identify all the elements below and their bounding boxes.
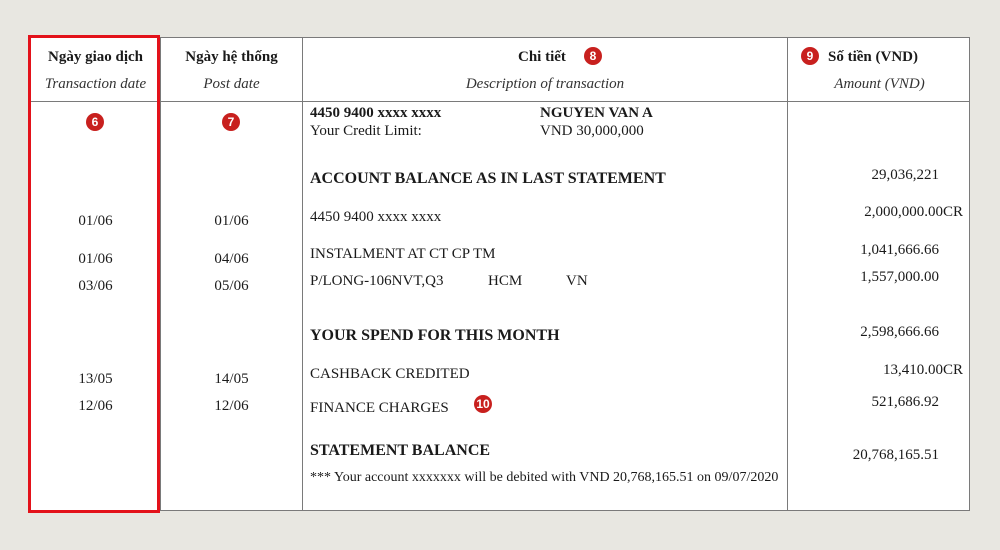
payment-desc: 4450 9400 xxxx xxxx (310, 209, 442, 225)
finance-charges-amount: 521,686.92 (871, 394, 939, 410)
header-post-date-en: Post date (203, 76, 260, 92)
header-description-en: Description of transaction (465, 76, 625, 92)
cashback-amount: 13,410.00CR (882, 362, 963, 378)
statement-balance-amount: 20,768,165.51 (852, 447, 939, 463)
card-number: 4450 9400 xxxx xxxx (310, 105, 442, 121)
credit-limit-value: VND 30,000,000 (540, 123, 644, 139)
header-amount-en: Amount (VND) (834, 76, 925, 92)
header-post-date-vi: Ngày hệ thống (185, 49, 278, 65)
header-description-vi: Chi tiết (518, 49, 566, 65)
statement-table (30, 37, 970, 511)
cashback-transaction-date: 13/05 (78, 371, 113, 387)
last-balance-amount: 29,036,221 (871, 167, 939, 183)
finance-post-date: 12/06 (214, 398, 249, 414)
purchase-city: HCM (488, 273, 523, 289)
column-divider (302, 38, 303, 510)
monthly-spend-desc: YOUR SPEND FOR THIS MONTH (310, 327, 560, 344)
header-transaction-date-vi: Ngày giao dịch (47, 49, 143, 65)
badge-7: 7 (222, 113, 240, 131)
cashback-desc: CASHBACK CREDITED (310, 366, 470, 382)
credit-limit-label: Your Credit Limit: (310, 123, 422, 139)
finance-transaction-date: 12/06 (78, 398, 113, 414)
statement-balance-desc: STATEMENT BALANCE (310, 442, 491, 459)
last-balance-desc: ACCOUNT BALANCE AS IN LAST STATEMENT (310, 170, 666, 187)
purchase-amount: 1,557,000.00 (860, 269, 939, 285)
cashback-post-date: 14/05 (214, 371, 249, 387)
instalment-post-date: 04/06 (214, 251, 249, 267)
card-holder-name: NGUYEN VAN A (540, 105, 653, 121)
payment-transaction-date: 01/06 (78, 213, 113, 229)
instalment-desc: INSTALMENT AT CT CP TM (310, 246, 496, 262)
debit-note: *** Your account xxxxxxx will be debited with VND 20,768,165.51 on 09/07/2020 (310, 470, 779, 485)
header-amount-vi: Số tiền (VND) (828, 49, 918, 65)
purchase-country: VN (566, 273, 588, 289)
finance-charges-desc: FINANCE CHARGES (310, 400, 449, 416)
header-divider (31, 101, 969, 102)
payment-post-date: 01/06 (214, 213, 249, 229)
header-transaction-date-en: Transaction date (44, 76, 147, 92)
purchase-post-date: 05/06 (214, 278, 249, 294)
purchase-transaction-date: 03/06 (78, 278, 113, 294)
monthly-spend-amount: 2,598,666.66 (860, 324, 939, 340)
payment-amount: 2,000,000.00CR (864, 204, 963, 220)
instalment-amount: 1,041,666.66 (860, 242, 939, 258)
instalment-transaction-date: 01/06 (78, 251, 113, 267)
badge-8: 8 (584, 47, 602, 65)
column-divider (160, 38, 161, 510)
badge-9: 9 (801, 47, 819, 65)
purchase-merchant: P/LONG-106NVT,Q3 (310, 273, 444, 289)
column-divider (787, 38, 788, 510)
badge-6: 6 (86, 113, 104, 131)
badge-10: 10 (474, 395, 492, 413)
